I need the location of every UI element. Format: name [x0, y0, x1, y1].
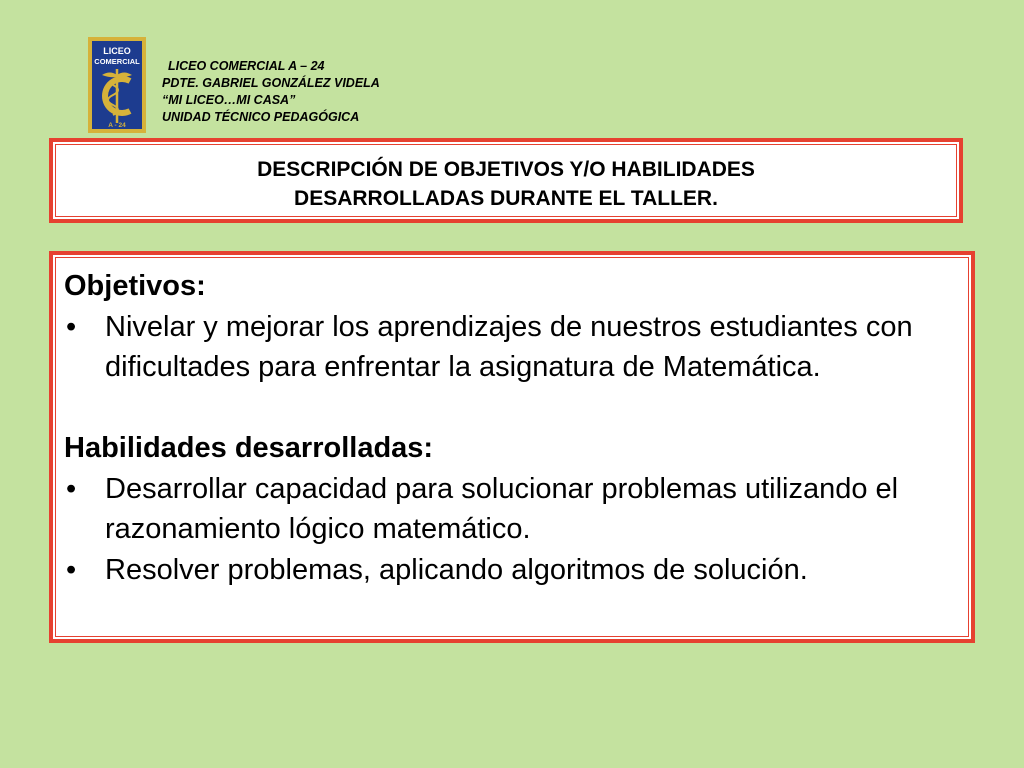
title-line-1: DESCRIPCIÓN DE OBJETIVOS Y/O HABILIDADES — [257, 158, 755, 181]
habilidades-heading: Habilidades desarrolladas: — [64, 432, 434, 464]
title-box — [49, 138, 963, 223]
logo-text-bottom: A - 24 — [108, 122, 126, 129]
title-line-2: DESARROLLADAS DURANTE EL TALLER. — [294, 187, 718, 210]
bullet-icon: • — [66, 310, 77, 343]
slide-title — [53, 155, 959, 213]
header-line-president: PDTE. GABRIEL GONZÁLEZ VIDELA — [162, 76, 380, 90]
habilidad-text-1: Desarrollar capacidad para solucionar problemas utilizando el razonamiento lógico matemático. — [105, 472, 899, 545]
header-line-motto: “MI LICEO…MI CASA” — [162, 93, 296, 107]
content-box — [49, 251, 975, 643]
bullet-icon: • — [66, 472, 77, 505]
header-line-school-name: LICEO COMERCIAL A – 24 — [168, 59, 325, 73]
bullet-icon: • — [66, 553, 77, 586]
logo-text-mid: COMERCIAL — [94, 57, 140, 66]
list-item — [64, 307, 957, 388]
objetivo-text: Nivelar y mejorar los aprendizajes de nuestros estudiantes con dificultades para enfrentar la asignatura de Matemática. — [105, 310, 913, 383]
header-line-unit: UNIDAD TÉCNICO PEDAGÓGICA — [162, 110, 360, 124]
school-crest-icon — [88, 37, 146, 133]
habilidad-text-2: Resolver problemas, aplicando algoritmos de solución. — [105, 553, 808, 586]
spacer — [64, 388, 957, 429]
school-header — [162, 58, 380, 126]
objetivos-heading: Objetivos: — [64, 270, 206, 302]
school-logo — [88, 37, 146, 133]
list-item — [64, 469, 957, 550]
list-item — [64, 550, 957, 591]
logo-text-top: LICEO — [103, 46, 131, 56]
content-body — [64, 266, 957, 590]
